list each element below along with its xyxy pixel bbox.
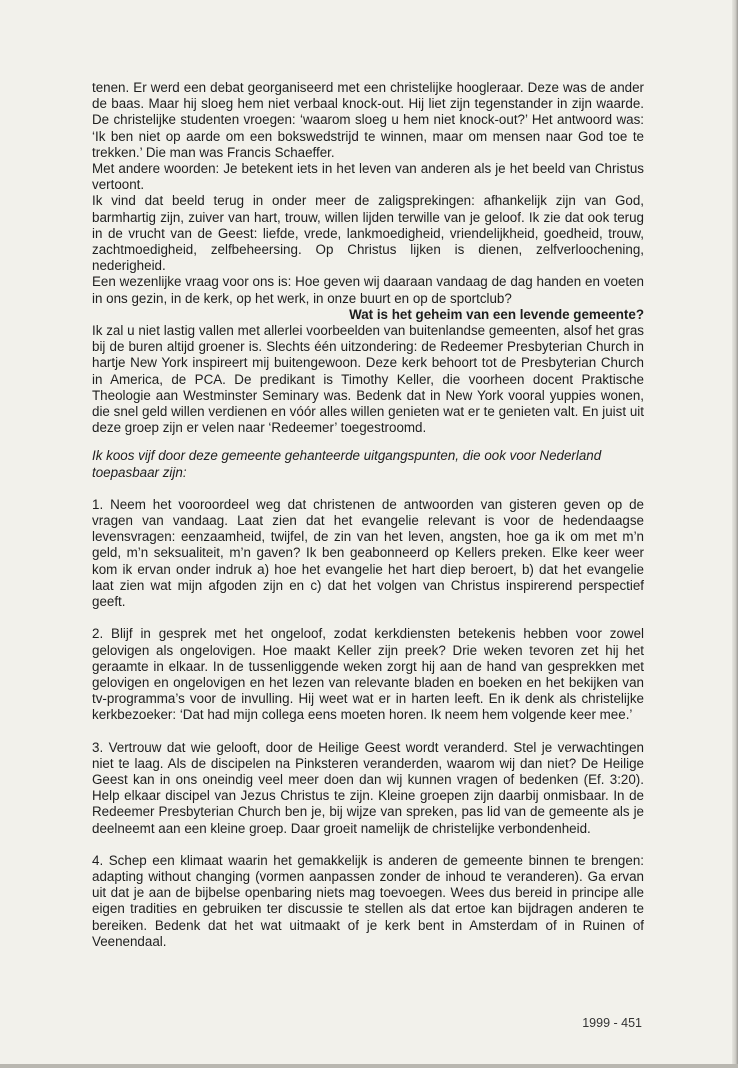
list-item: 3. Vertrouw dat wie gelooft, door de Heilige Geest wordt veranderd. Stel je verwachtingen niet te laag. Als de discipelen na Pinksteren veranderden, waarom wij dan niet? De Heilige Geest kan in ons oneindig veel meer doen dan wij kunnen vragen of bedenken (Ef. 3:20). Help elkaar discipel van Jezus Christus te zijn. Kleine groepen zijn daarbij onmisbaar. In de Redeemer Presbyterian Church ben je, bij wijze van spreken, pas lid van de gemeente als je deelneemt aan een kleine groep. Daar groeit namelijk de christelijke verbondenheid. xyxy=(92,739,644,836)
paragraph: tenen. Er werd een debat georganiseerd met een christelijke hoogleraar. Deze was de ander de baas. Maar hij sloeg hem niet verbaal knock-out. Hij liet zijn tegenstander in zijn waarde. De christelijke studenten vroegen: ‘waarom sloeg u hem niet knock-out?’ Het antwoord was: ‘Ik ben niet op aarde om een bokswedstrijd te winnen, maar om mensen naar God toe te trekken.’ Die man was Francis Schaeffer. xyxy=(92,80,644,160)
paragraph: Met andere woorden: Je betekent iets in het leven van anderen als je het beeld van Christus vertoont. xyxy=(92,161,644,193)
paragraph: Ik vind dat beeld terug in onder meer de zaligsprekingen: afhankelijk zijn van God, barmhartig zijn, zuiver van hart, trouw, willen lijden terwille van je geloof. Ik zie dat ook terug in de vrucht van de Geest: liefde, vrede, lankmoedigheid, vriendelijkheid, goedheid, trouw, zachtmoedigheid, zelfbeheersing. Op Christus lijken is dienen, zelfverloochening, nederigheid. xyxy=(92,193,644,274)
paragraph: Een wezenlijke vraag voor ons is: Hoe geven wij daaraan vandaag de dag handen en voeten in ons gezin, in de kerk, op het werk, in onze buurt en op de sportclub? xyxy=(92,274,644,306)
list-item: 4. Schep een klimaat waarin het gemakkelijk is anderen de gemeente binnen te brengen: adapting without changing (vormen aanpassen zonder de inhoud te veranderen). Ga ervan uit dat je aan de bijbelse openbaring niets mag toevoegen. Wees dus bereid in principe alle eigen tradities en gebruiken ter discussie te stellen als dat ertoe kan bijdragen anderen te bereiken. Bedenk dat het wat uitmaakt of je kerk bent in Amsterdam of in Ruinen of Veenendaal. xyxy=(92,852,644,949)
page-bottom-edge xyxy=(0,1064,738,1068)
list-item: 1. Neem het vooroordeel weg dat christenen de antwoorden van gisteren geven op de vragen van vandaag. Laat zien dat het evangelie relevant is voor de hedendaagse levensvragen: eenzaamheid, twijfel, de zin van het leven, angsten, hoe ga ik om met m’n geld, m’n seksualiteit, m’n gaven? Ik ben geabonneerd op Kellers preken. Elke keer weer kom ik ervan onder indruk a) hoe het evangelie het hart diep beroert, b) dat het evangelie laat zien wat mijn afgoden zijn en c) dat het volgen van Christus inspirerend perspectief geeft. xyxy=(92,496,644,610)
page-number: 1999 - 451 xyxy=(582,1016,642,1030)
page-edge-shadow xyxy=(732,0,738,1068)
section-heading: Wat is het geheim van een levende gemeente? xyxy=(349,306,644,322)
list-item: 2. Blijf in gesprek met het ongeloof, zodat kerkdiensten betekenis hebben voor zowel gelovigen als ongelovigen. Hoe maakt Keller zijn preek? Drie weken tevoren zet hij het geraamte in elkaar. In de tussenliggende weken zorgt hij aan de hand van gesprekken met gelovigen en ongelovigen en het lezen van relevante bladen en boeken en het bekijken van tv-programma’s voor de invulling. Hij weet wat er in harten leeft. En ik denk als christelijke kerkbezoeker: ‘Dat had mijn collega eens moeten horen. Ik neem hem volgende keer mee.’ xyxy=(92,626,644,723)
list-intro: Ik koos vijf door deze gemeente gehanteerde uitgangspunten, die ook voor Nederland toepasbaar zijn: xyxy=(92,448,602,480)
article-body xyxy=(92,80,644,950)
paragraph: Ik zal u niet lastig vallen met allerlei voorbeelden van buitenlandse gemeenten, alsof het gras bij de buren altijd groener is. Slechts één uitzondering: de Redeemer Presbyterian Church in hartje New York inspireert mij buitengewoon. Deze kerk behoort tot de Presbyterian Church in America, de PCA. De predikant is Timothy Keller, die voorheen docent Praktische Theologie aan Westminster Seminary was. Bedenk dat in New York vooral yuppies wonen, die snel geld willen verdienen en vóór alles willen genieten wat er te genieten valt. En juist uit deze groep zijn er velen naar ‘Redeemer’ toegestroomd. xyxy=(92,323,644,436)
